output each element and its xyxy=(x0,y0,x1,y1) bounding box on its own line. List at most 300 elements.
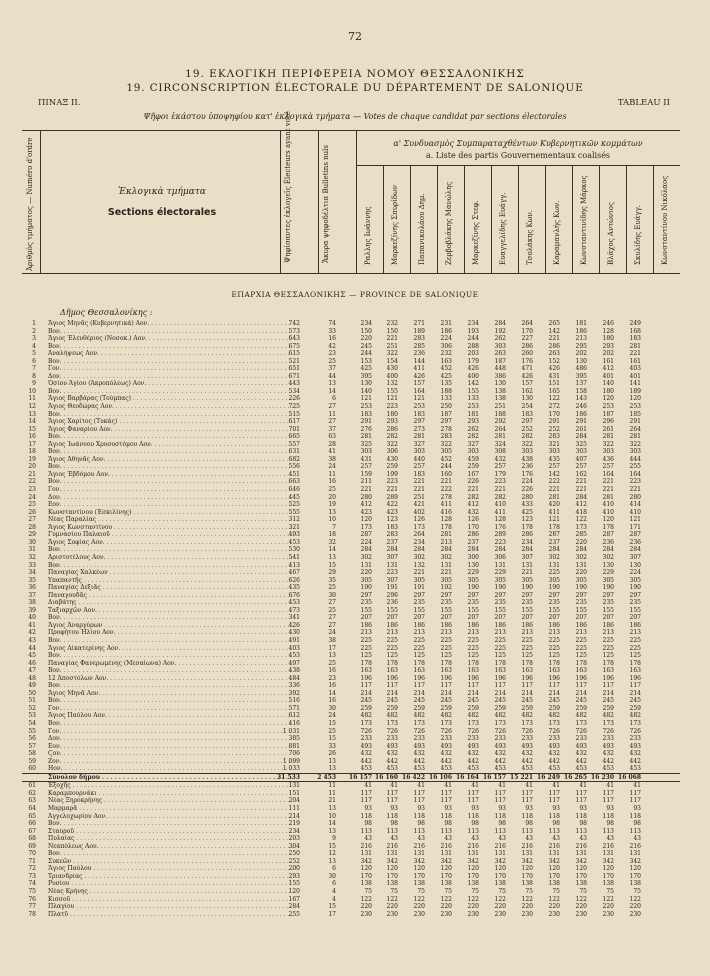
row-value: 155 xyxy=(386,606,398,614)
row-value: 412 xyxy=(467,501,479,509)
row-value: 11 xyxy=(328,789,336,797)
row-value: 43 xyxy=(390,835,398,843)
row-value: 246 xyxy=(575,403,587,411)
row-value: 233 xyxy=(548,735,560,743)
row-value: 284 xyxy=(629,546,641,554)
row-value: 416 xyxy=(440,508,452,516)
row-value: 213 xyxy=(360,629,372,637)
table-row xyxy=(22,335,680,343)
header-candidate: Ραλλης Ιωάννης xyxy=(364,206,372,265)
row-value: 26 xyxy=(328,750,336,758)
row-value: 245 xyxy=(629,697,641,705)
row-value: 43 xyxy=(606,835,614,843)
row-value: 516 xyxy=(288,697,300,705)
row-value: 400 xyxy=(386,372,398,380)
row-value: 214 xyxy=(386,689,398,697)
row-value: 24 xyxy=(328,712,336,720)
row-value: 170 xyxy=(467,523,479,531)
table-row xyxy=(22,395,680,403)
row-number: 64 xyxy=(28,805,36,812)
row-value: 13 xyxy=(328,757,336,765)
row-value: 1 031 xyxy=(282,727,300,735)
row-value: 41 xyxy=(328,448,336,456)
row-label: Κωνσταντίνου (Ἐσκιλίνης) . . . xyxy=(48,509,293,517)
row-value: 302 xyxy=(575,553,587,561)
row-value: 125 xyxy=(575,652,587,660)
row-value: 392 xyxy=(288,689,300,697)
row-value: 237 xyxy=(467,538,479,546)
row-value: 41 xyxy=(364,782,372,790)
row-value: 235 xyxy=(440,599,452,607)
row-value: 203 xyxy=(288,835,300,843)
row-value: 125 xyxy=(548,652,560,660)
row-label: Ἐξοχῆς . . . xyxy=(48,782,293,790)
row-value: 6 xyxy=(332,880,336,888)
row-value: 131 xyxy=(386,850,398,858)
row-value: 207 xyxy=(494,614,506,622)
row-value: 41 xyxy=(579,782,587,790)
row-value: 223 xyxy=(629,478,641,486)
row-value: 163 xyxy=(602,667,614,675)
row-value: 213 xyxy=(413,629,425,637)
row-value: 225 xyxy=(413,644,425,652)
page-number: 72 xyxy=(348,30,362,43)
row-value: 225 xyxy=(548,636,560,644)
row-value: 130 xyxy=(521,395,533,403)
row-value: 43 xyxy=(525,835,533,843)
row-value: 541 xyxy=(288,553,300,561)
row-value: 189 xyxy=(413,327,425,335)
row-value: 493 xyxy=(440,742,452,750)
row-value: 297 xyxy=(521,591,533,599)
header-candidate: Μαρκεζίνης Στεφ. xyxy=(472,200,480,265)
row-value: 555 xyxy=(288,508,300,516)
row-label: Παναγουδᾶς . . . xyxy=(48,592,293,600)
header-party-french: a. Liste des partis Gouvernementaux coalisés xyxy=(425,151,611,160)
row-value: 16 160 xyxy=(375,773,398,781)
row-value: 180 xyxy=(602,335,614,343)
row-value: 117 xyxy=(602,789,614,797)
row-label: Πυλαίας . . . xyxy=(48,835,293,843)
row-value: 297 xyxy=(440,591,452,599)
row-value: 28 xyxy=(328,440,336,448)
table-label-greek: ΠΙΝΑΞ ΙΙ. xyxy=(38,98,81,108)
row-value: 138 xyxy=(494,395,506,403)
row-value: 525 xyxy=(288,501,300,509)
row-value: 305 xyxy=(548,576,560,584)
row-value: 157 xyxy=(413,380,425,388)
row-value: 120 xyxy=(494,865,506,873)
row-value: 27 xyxy=(328,403,336,411)
row-value: 178 xyxy=(602,659,614,667)
row-value: 497 xyxy=(288,659,300,667)
row-value: 225 xyxy=(440,644,452,652)
row-value: 232 xyxy=(440,350,452,358)
row-value: 386 xyxy=(494,372,506,380)
data-table-body xyxy=(22,320,680,918)
row-value: 284 xyxy=(386,546,398,554)
row-label: Νέας Παραλίας . . . xyxy=(48,516,293,524)
row-number: 74 xyxy=(28,880,36,888)
row-value: 131 xyxy=(548,561,560,569)
row-value: 173 xyxy=(602,719,614,727)
row-value: 432 xyxy=(467,508,479,516)
row-value: 214 xyxy=(467,689,479,697)
row-value: 41 xyxy=(606,782,614,790)
row-number: 75 xyxy=(28,888,36,896)
row-value: 216 xyxy=(602,842,614,850)
row-value: 442 xyxy=(521,757,533,765)
row-label: Εον. . . . xyxy=(48,501,293,509)
table-row xyxy=(22,441,680,449)
row-value: 120 xyxy=(386,865,398,873)
row-number: 23 xyxy=(28,486,36,494)
row-value: 159 xyxy=(360,470,372,478)
row-value: 190 xyxy=(494,584,506,592)
row-value: 307 xyxy=(629,553,641,561)
row-value: 35 xyxy=(328,576,336,584)
row-value: 471 xyxy=(521,365,533,373)
row-value: 122 xyxy=(548,895,560,903)
row-value: 131 xyxy=(575,561,587,569)
row-value: 23 xyxy=(328,674,336,682)
row-value: 120 xyxy=(360,865,372,873)
row-value: 93 xyxy=(364,805,372,812)
row-number: 30 xyxy=(28,538,36,546)
row-value: 342 xyxy=(360,857,372,865)
row-number: 10 xyxy=(28,387,36,395)
row-number: 31 xyxy=(28,546,36,554)
row-value: 342 xyxy=(602,857,614,865)
row-value: 153 xyxy=(360,357,372,365)
row-value: 253 xyxy=(629,403,641,411)
row-value: 452 xyxy=(440,455,452,463)
row-value: 284 xyxy=(494,320,506,327)
row-value: 297 xyxy=(413,591,425,599)
row-number: 39 xyxy=(28,606,36,614)
row-label: Ἅγιος Ἐλευθέριος (Νοσοκ.) Αον. . . . xyxy=(48,335,293,343)
row-value: 118 xyxy=(575,812,587,820)
row-value: 214 xyxy=(360,689,372,697)
row-value: 41 xyxy=(633,782,641,790)
row-value: 170 xyxy=(629,872,641,880)
row-value: 98 xyxy=(579,820,587,828)
row-number: 48 xyxy=(28,674,36,682)
row-value: 125 xyxy=(629,652,641,660)
row-number: 50 xyxy=(28,689,36,697)
row-value: 284 xyxy=(602,546,614,554)
row-value: 17 xyxy=(328,644,336,652)
row-value: 131 xyxy=(360,561,372,569)
row-value: 303 xyxy=(575,448,587,456)
row-value: 168 xyxy=(629,327,641,335)
row-value: 421 xyxy=(413,501,425,509)
row-value: 221 xyxy=(575,486,587,494)
row-number: 43 xyxy=(28,636,36,644)
row-value: 482 xyxy=(440,712,452,720)
row-label: Βον. . . . xyxy=(48,358,293,366)
row-value: 726 xyxy=(467,727,479,735)
row-value: 118 xyxy=(467,812,479,820)
row-value: 214 xyxy=(602,689,614,697)
row-value: 493 xyxy=(360,742,372,750)
header-blank: Ἄκυρα ψηφοδέλτια Bulletins nuls xyxy=(322,145,330,263)
row-value: 233 xyxy=(413,735,425,743)
table-row xyxy=(22,584,680,592)
row-number: 6 xyxy=(32,357,36,365)
row-value: 120 xyxy=(521,865,533,873)
province-heading: ΕΠΑΡΧΙΑ ΘΕΣΣΑΛΟΝΙΚΗΣ — PROVINCE DE SALONIQUE xyxy=(231,290,479,299)
row-value: 181 xyxy=(575,320,587,327)
row-value: 161 xyxy=(629,357,641,365)
table-row xyxy=(22,373,680,381)
row-value: 221 xyxy=(467,486,479,494)
row-value: 24 xyxy=(328,463,336,471)
row-value: 207 xyxy=(413,614,425,622)
row-value: 236 xyxy=(629,538,641,546)
row-value: 121 xyxy=(386,395,398,403)
row-value: 117 xyxy=(413,789,425,797)
row-label: Δον. . . . xyxy=(48,735,293,743)
row-value: 742 xyxy=(288,320,300,327)
row-value: 284 xyxy=(413,546,425,554)
row-value: 214 xyxy=(629,689,641,697)
row-value: 482 xyxy=(629,712,641,720)
row-value: 170 xyxy=(467,872,479,880)
row-value: 130 xyxy=(629,561,641,569)
row-value: 442 xyxy=(494,757,506,765)
row-value: 128 xyxy=(494,516,506,524)
row-value: 324 xyxy=(494,440,506,448)
row-value: 297 xyxy=(629,591,641,599)
row-value: 98 xyxy=(471,820,479,828)
row-value: 178 xyxy=(386,659,398,667)
row-value: 120 xyxy=(288,888,300,896)
row-number: 11 xyxy=(28,395,36,403)
table-subtitle: Ψῆφοι ἑκάστου ὑποψηφίου κατ' ἐκλογικὰ τμήματα — Votes de chaque candidat par sections électorales xyxy=(143,112,567,121)
row-value: 16 164 xyxy=(456,773,479,781)
row-value: 183 xyxy=(629,335,641,343)
row-value: 38 xyxy=(328,636,336,644)
row-value: 21 xyxy=(328,797,336,805)
row-value: 16 265 xyxy=(564,773,587,781)
row-label: Ἅγιος Ἐβδόμου Αον. . . . xyxy=(48,471,293,479)
row-value: 18 xyxy=(328,531,336,539)
row-value: 257 xyxy=(602,463,614,471)
row-value: 4 xyxy=(332,888,336,896)
row-value: 425 xyxy=(440,372,452,380)
table-row xyxy=(22,524,680,532)
row-value: 163 xyxy=(386,667,398,675)
row-value: 178 xyxy=(521,523,533,531)
row-number: 61 xyxy=(28,782,36,790)
row-value: 178 xyxy=(440,659,452,667)
table-row xyxy=(22,448,680,456)
row-value: 325 xyxy=(360,440,372,448)
row-value: 307 xyxy=(386,553,398,561)
row-label: Ἀριστοτέλους Αον. . . . xyxy=(48,554,293,562)
row-label: Γον. . . . xyxy=(48,486,293,494)
row-value: 117 xyxy=(575,682,587,690)
row-value: 113 xyxy=(548,827,560,835)
row-value: 173 xyxy=(386,719,398,727)
row-value: 259 xyxy=(386,704,398,712)
row-value: 233 xyxy=(467,735,479,743)
row-value: 216 xyxy=(413,842,425,850)
row-value: 411 xyxy=(440,501,452,509)
row-label: Νέας Ξηροκρήνης . . . xyxy=(48,797,293,805)
row-value: 213 xyxy=(440,538,452,546)
row-value: 122 xyxy=(575,516,587,524)
row-value: 432 xyxy=(521,750,533,758)
row-value: 442 xyxy=(440,757,452,765)
row-value: 293 xyxy=(288,872,300,880)
row-value: 412 xyxy=(602,365,614,373)
row-value: 284 xyxy=(548,546,560,554)
row-value: 432 xyxy=(575,750,587,758)
row-value: 13 xyxy=(328,652,336,660)
row-value: 131 xyxy=(602,850,614,858)
row-value: 193 xyxy=(467,327,479,335)
row-value: 626 xyxy=(288,576,300,584)
row-value: 131 xyxy=(467,850,479,858)
row-value: 178 xyxy=(413,659,425,667)
row-value: 701 xyxy=(288,425,300,433)
row-value: 220 xyxy=(494,903,506,911)
row-value: 220 xyxy=(575,569,587,577)
row-value: 432 xyxy=(360,750,372,758)
row-value: 207 xyxy=(360,614,372,622)
row-value: 432 xyxy=(548,750,560,758)
row-value: 204 xyxy=(288,797,300,805)
row-value: 403 xyxy=(629,365,641,373)
row-value: 276 xyxy=(360,425,372,433)
row-value: 416 xyxy=(288,719,300,727)
row-value: 173 xyxy=(440,719,452,727)
row-value: 426 xyxy=(288,621,300,629)
row-value: 493 xyxy=(548,742,560,750)
table-row xyxy=(22,820,680,828)
row-number: 2 xyxy=(32,327,36,335)
row-value: 17 xyxy=(328,910,336,918)
row-value: 125 xyxy=(386,652,398,660)
row-number: 19 xyxy=(28,455,36,463)
row-value: 120 xyxy=(440,865,452,873)
row-value: 236 xyxy=(521,463,533,471)
row-value: 16 xyxy=(328,478,336,486)
row-value: 305 xyxy=(413,576,425,584)
table-row xyxy=(22,720,680,728)
row-label: Ἅγιος Χαρίτος (Τυκάς) . . . xyxy=(48,418,293,426)
row-value: 117 xyxy=(360,797,372,805)
row-value: 16 157 xyxy=(349,773,372,781)
table-row xyxy=(22,735,680,743)
header-sections-greek: Ἐκλογικὰ τμήματα xyxy=(118,187,206,197)
row-value: 117 xyxy=(629,797,641,805)
row-value: 322 xyxy=(629,440,641,448)
row-value: 178 xyxy=(440,523,452,531)
table-row xyxy=(22,728,680,736)
row-value: 27 xyxy=(328,418,336,426)
row-value: 98 xyxy=(444,820,452,828)
row-value: 234 xyxy=(360,320,372,327)
row-value: 221 xyxy=(602,478,614,486)
row-value: 451 xyxy=(288,470,300,478)
row-value: 432 xyxy=(440,750,452,758)
row-value: 186 xyxy=(360,621,372,629)
row-value: 284 xyxy=(494,546,506,554)
row-value: 706 xyxy=(288,750,300,758)
row-value: 262 xyxy=(467,425,479,433)
row-value: 482 xyxy=(386,712,398,720)
row-value: 233 xyxy=(386,735,398,743)
row-value: 402 xyxy=(413,508,425,516)
row-value: 32 xyxy=(328,538,336,546)
row-value: 25 xyxy=(328,727,336,735)
row-value: 287 xyxy=(360,531,372,539)
row-label: Βον. . . . xyxy=(48,388,293,396)
row-value: 395 xyxy=(575,372,587,380)
row-value: 75 xyxy=(525,888,533,896)
row-value: 230 xyxy=(360,910,372,918)
row-number: 4 xyxy=(32,342,36,350)
row-value: 30 xyxy=(328,704,336,712)
row-label: Ἅγιος Παύλου Αον. . . . xyxy=(48,712,293,720)
row-value: 726 xyxy=(413,727,425,735)
row-value: 235 xyxy=(494,599,506,607)
table-row xyxy=(22,858,680,866)
row-value: 190 xyxy=(575,584,587,592)
row-value: 173 xyxy=(575,719,587,727)
table-row xyxy=(22,697,680,705)
row-value: 227 xyxy=(521,335,533,343)
row-value: 282 xyxy=(386,433,398,441)
row-value: 155 xyxy=(413,606,425,614)
row-number: 63 xyxy=(28,797,36,805)
row-value: 281 xyxy=(629,433,641,441)
row-value: 155 xyxy=(467,387,479,395)
row-number: 9 xyxy=(32,380,36,388)
table-row xyxy=(22,463,680,471)
table-row xyxy=(22,835,680,843)
row-label: Νεαπόλεως Αον. . . . xyxy=(48,843,293,851)
row-value: 213 xyxy=(467,629,479,637)
row-value: 222 xyxy=(548,478,560,486)
row-number: 15 xyxy=(28,425,36,433)
row-value: 157 xyxy=(521,380,533,388)
row-value: 493 xyxy=(521,742,533,750)
row-label: Προφήτου Ἠλίου Αον. . . . xyxy=(48,629,293,637)
row-value: 13 xyxy=(328,765,336,773)
row-value: 321 xyxy=(548,440,560,448)
row-value: 453 xyxy=(575,765,587,773)
row-value: 303 xyxy=(521,448,533,456)
row-value: 131 xyxy=(521,850,533,858)
row-value: 125 xyxy=(521,652,533,660)
row-value: 322 xyxy=(602,440,614,448)
row-value: 178 xyxy=(602,523,614,531)
header-candidate: Κωνσταντινίδης Μάρκος xyxy=(580,175,588,265)
row-number: 67 xyxy=(28,827,36,835)
row-value: 493 xyxy=(494,742,506,750)
row-value: 230 xyxy=(629,910,641,918)
row-value: 207 xyxy=(386,614,398,622)
row-value: 612 xyxy=(288,712,300,720)
row-label: Νέας Κρήνης . . . xyxy=(48,888,293,896)
row-value: 27 xyxy=(328,614,336,622)
row-value: 220 xyxy=(575,538,587,546)
row-value: 281 xyxy=(602,433,614,441)
